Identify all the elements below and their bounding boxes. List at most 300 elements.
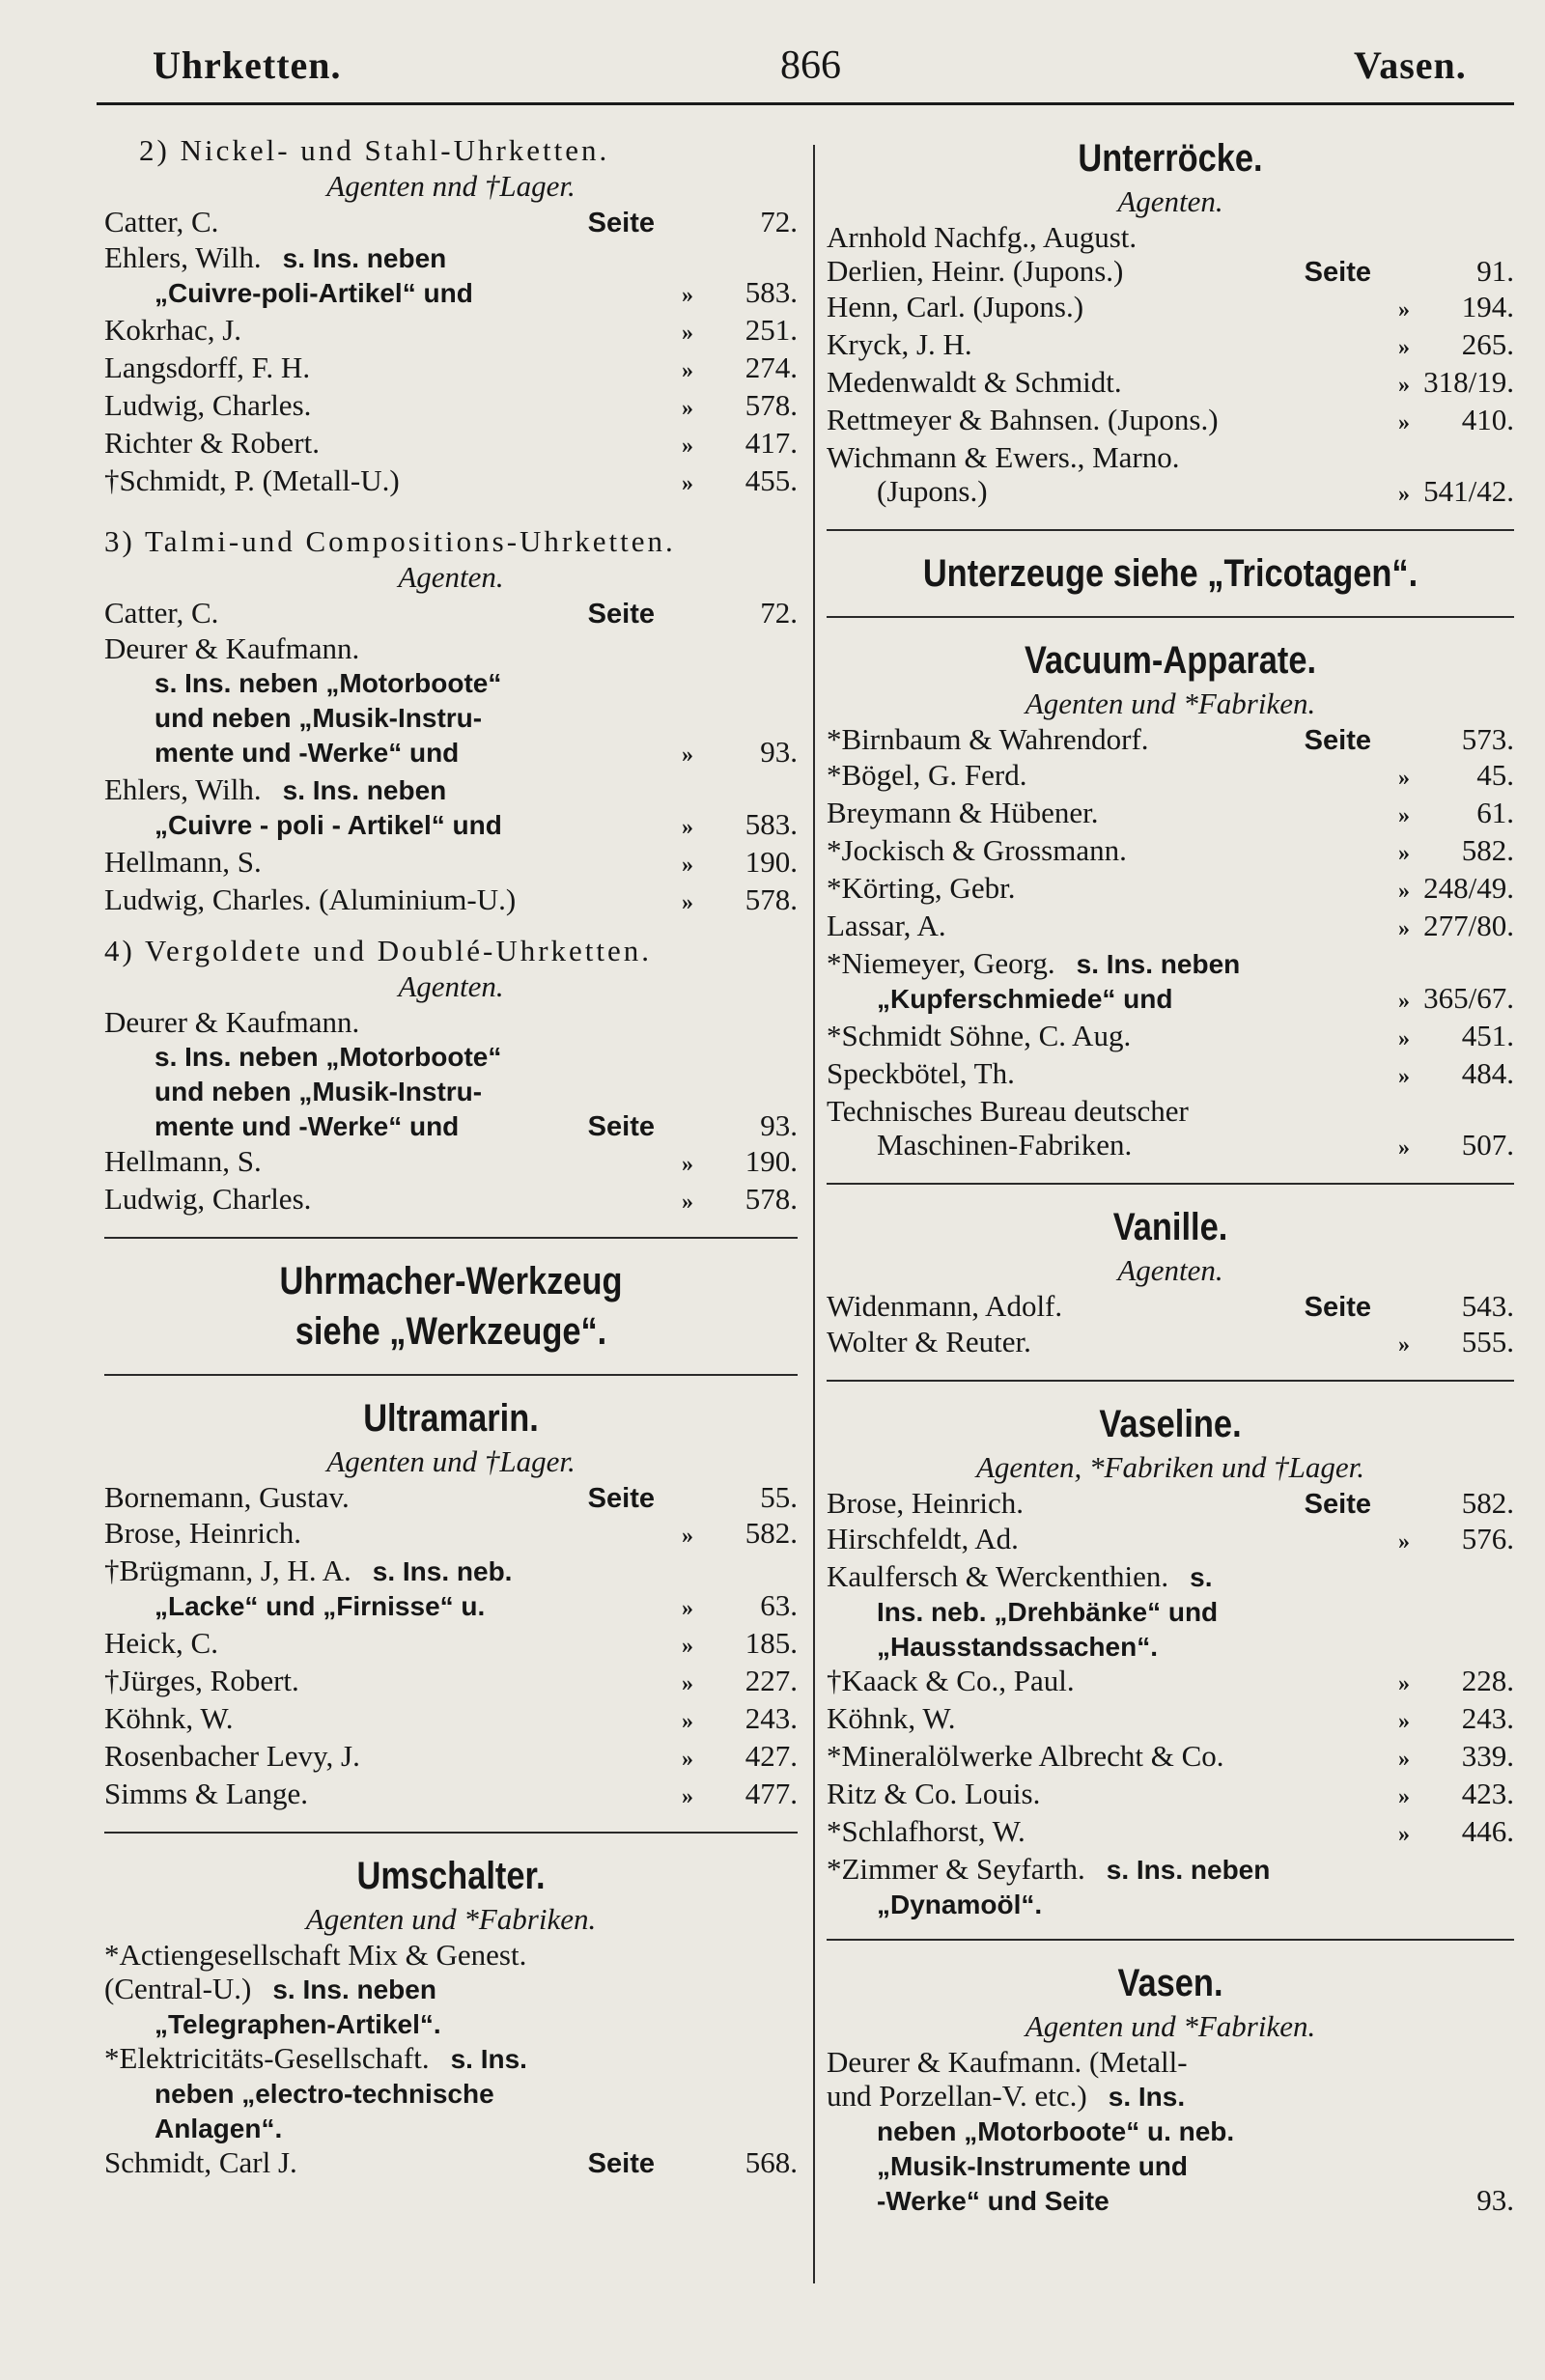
directory-entry [827,981,1514,1019]
ditto-mark: » [1398,297,1410,322]
entry-name [827,1887,1265,1921]
page-reference: 72. [760,205,798,238]
insertion-reference: s. Ins. neben „Motorboote“ [154,1042,502,1072]
directory-entry [104,350,798,388]
entry-name [827,2114,1265,2148]
insertion-reference: neben „Motorboote“ u. neb. [877,2116,1235,2146]
directory-entry [827,1664,1514,1701]
section-divider [827,1939,1514,1941]
firm-name: Ludwig, Charles. [104,388,312,422]
page-reference: 555. [1461,1325,1514,1358]
ditto-mark: » [1398,482,1410,507]
ditto-mark: » [1398,1709,1410,1734]
section-divider [104,1237,798,1239]
firm-name: *Birnbaum & Wahrendorf. [827,722,1149,756]
insertion-reference: s. Ins. neben „Motorboote“ [154,668,502,698]
entry-name [827,1701,1265,1735]
firm-name: Kryck, J. H. [827,327,972,361]
entry-name [104,2006,548,2041]
ditto-mark: » [1398,373,1410,398]
directory-entry [104,1480,798,1516]
firm-name: Brose, Heinrich. [827,1486,1025,1520]
entry-name [827,254,1265,288]
page-reference: 578. [744,882,798,916]
seite-label: Seite [1304,1292,1371,1323]
entry-name [104,2041,548,2076]
entry-name [104,1108,548,1143]
insertion-reference: und neben „Musik-Instru- [154,703,483,733]
firm-name: Rosenbacher Levy, J. [104,1739,360,1773]
page-reference: 274. [744,350,798,384]
column-divider [813,145,815,2283]
directory-entry [827,1629,1514,1664]
entry-name [827,758,1265,792]
directory-entry [104,596,798,631]
directory-entry [104,2076,798,2111]
directory-entry [104,1938,798,1972]
entry-name [827,833,1265,867]
directory-entry [104,205,798,240]
page-reference: 93. [1476,2183,1514,2217]
page-reference: 190. [744,1144,798,1178]
category-line: Agenten und *Fabriken. [1025,2009,1316,2043]
entry-name [827,403,1265,436]
section-divider [827,1183,1514,1185]
directory-entry [827,1739,1514,1777]
section-heading: Uhrmacher-Werkzeug [279,1260,623,1302]
firm-name: Ludwig, Charles. [104,1182,312,1216]
directory-entry [827,758,1514,796]
insertion-reference: s. Ins. neb. [372,1556,513,1586]
directory-entry [104,1144,798,1182]
entry-name [104,388,548,422]
directory-entry [104,631,798,665]
page-reference: 45. [1476,758,1514,792]
category-line: Agenten. [398,969,504,1003]
page-reference: 61. [1476,796,1514,829]
section-divider [104,1832,798,1834]
section-subtitle: 3) Talmi-und Compositions-Uhrketten. [104,524,676,558]
page-reference: 93. [760,735,798,769]
ditto-mark: » [682,471,693,496]
directory-entry [827,2183,1514,2218]
insertion-reference: Ins. neb. „Drehbänke“ und [877,1597,1219,1627]
entry-name [104,596,548,630]
page-reference: 507. [1461,1128,1514,1162]
directory-entry [104,700,798,735]
entry-name [827,1594,1265,1629]
page-reference: 318/19. [1423,365,1514,399]
firm-name: Wolter & Reuter. [827,1325,1031,1358]
ditto-mark: » [1398,1784,1410,1809]
page-reference: 251. [744,313,798,347]
entry-name [827,2079,1265,2114]
firm-name: *Jockisch & Grossmann. [827,833,1127,867]
seite-label: Seite [1304,257,1371,288]
page-reference: 576. [1461,1522,1514,1555]
firm-name: †Brügmann, J, H. A. [104,1554,351,1587]
page-reference: 194. [1461,290,1514,323]
firm-name: Deurer & Kaufmann. [104,631,360,665]
firm-name: Derlien, Heinr. (Jupons.) [827,254,1124,288]
entry-name [104,1588,548,1623]
entry-name [827,981,1265,1016]
directory-entry [104,2111,798,2145]
ditto-mark: » [1398,1671,1410,1696]
entry-name [827,1559,1265,1594]
section-divider [827,616,1514,618]
section-heading: Vanille. [1112,1206,1228,1248]
ditto-mark: » [682,358,693,383]
firm-name: Deurer & Kaufmann. (Metall- [827,2045,1188,2079]
directory-entry [827,1325,1514,1362]
firm-name: Heick, C. [104,1626,218,1660]
entry-name [827,1486,1265,1520]
directory-entry [827,440,1514,474]
category-line: Agenten. [1117,184,1223,218]
directory-entry [104,1039,798,1074]
ditto-mark: » [1398,1529,1410,1554]
directory-entry [827,1852,1514,1887]
firm-name: Catter, C. [104,596,219,630]
page-reference: 277/80. [1423,909,1514,942]
firm-name: *Schmidt Söhne, C. Aug. [827,1019,1132,1052]
directory-entry [104,1777,798,1814]
ditto-mark: » [682,1190,693,1215]
section-heading: siehe „Werkzeuge“. [295,1310,607,1353]
insertion-reference: s. [1190,1562,1213,1592]
directory-entry [104,463,798,501]
category-line: Agenten und *Fabriken. [1025,686,1316,720]
section-heading: Ultramarin. [363,1397,539,1440]
entry-name [104,1972,548,2006]
directory-entry [104,388,798,426]
section-subtitle: 2) Nickel- und Stahl-Uhrketten. [139,133,610,167]
section-divider [827,1380,1514,1382]
firm-name: *Mineralölwerke Albrecht & Co. [827,1739,1224,1773]
directory-entry [104,845,798,882]
directory-entry [104,1005,798,1039]
insertion-reference: „Hausstandssachen“. [877,1632,1158,1662]
page-reference: 365/67. [1423,981,1514,1015]
seite-label: Seite [587,1483,655,1514]
firm-name: Köhnk, W. [104,1701,234,1735]
firm-name: Bornemann, Gustav. [104,1480,350,1514]
entry-name [827,1814,1265,1848]
entry-name [104,735,548,770]
directory-entry [104,772,798,807]
entry-name [827,2148,1265,2183]
firm-name: Simms & Lange. [104,1777,308,1810]
page-reference: 190. [744,845,798,879]
directory-entry [827,2148,1514,2183]
firm-name: Hellmann, S. [104,845,262,879]
section-heading: Vacuum-Apparate. [1024,639,1317,682]
firm-name: Catter, C. [104,205,219,238]
page-reference: 248/49. [1423,871,1514,905]
ditto-mark: » [682,1747,693,1772]
entry-name [827,1664,1265,1697]
directory-entry [827,1814,1514,1852]
insertion-reference: neben „electro-technische [154,2079,494,2109]
category-line: Agenten und †Lager. [326,1444,576,1478]
page-reference: 423. [1461,1777,1514,1810]
entry-name [104,1039,548,1074]
directory-entry [104,882,798,920]
directory-entry [104,1739,798,1777]
firm-name: *Zimmer & Seyfarth. [827,1852,1085,1886]
entry-name [827,1739,1265,1773]
entry-name [104,1938,548,1972]
directory-entry [827,1019,1514,1056]
ditto-mark: » [682,434,693,459]
directory-entry [104,1664,798,1701]
directory-entry [827,1559,1514,1594]
ditto-mark: » [1398,989,1410,1014]
firm-name: Köhnk, W. [827,1701,956,1735]
insertion-reference: s. Ins. neben [1106,1855,1271,1885]
firm-name: Schmidt, Carl J. [104,2145,297,2179]
entry-name [827,1289,1265,1323]
directory-entry [827,1056,1514,1094]
ditto-mark: » [682,890,693,915]
entry-name [104,665,548,700]
entry-name [104,1701,548,1735]
entry-name [827,1852,1270,1887]
entry-list [104,1938,798,2181]
firm-name: Deurer & Kaufmann. [104,1005,360,1039]
directory-entry [104,735,798,772]
page-reference: 185. [744,1626,798,1660]
entry-name [827,1325,1265,1358]
ditto-mark: » [1398,841,1410,866]
entry-name [104,772,548,807]
ditto-mark: » [1398,1026,1410,1051]
page-reference: 568. [744,2145,798,2179]
directory-entry [104,2145,798,2181]
firm-name: Hirschfeldt, Ad. [827,1522,1019,1555]
firm-name: Hellmann, S. [104,1144,262,1178]
ditto-mark: » [682,1784,693,1809]
seite-label: Seite [587,1111,655,1142]
entry-name [104,313,548,347]
directory-entry [827,1289,1514,1325]
firm-name: (Central-U.) [104,1972,252,2005]
directory-entry [104,2041,798,2076]
directory-entry [827,2114,1514,2148]
entry-list [104,596,798,920]
directory-entry [104,1626,798,1664]
entry-name [104,1626,548,1660]
section-divider [104,1374,798,1376]
entry-list [827,2045,1514,2218]
insertion-reference: „Telegraphen-Artikel“. [154,2009,441,2039]
entry-name [827,946,1265,981]
header-right-keyword: Vasen. [1354,43,1467,87]
entry-name [827,365,1265,399]
firm-name: Speckbötel, Th. [827,1056,1015,1090]
page-reference: 227. [744,1664,798,1697]
insertion-reference: Anlagen“. [154,2114,283,2143]
directory-entry [104,1108,798,1144]
entry-name [104,205,548,238]
insertion-reference: und neben „Musik-Instru- [154,1077,483,1106]
ditto-mark: » [682,1524,693,1549]
firm-name: *Actiengesellschaft Mix & Genest. [104,1938,527,1972]
page-reference: 55. [760,1480,798,1514]
firm-name: Ritz & Co. Louis. [827,1777,1041,1810]
page-reference: 339. [1461,1739,1514,1773]
ditto-mark: » [682,742,693,768]
page-reference: 265. [1461,327,1514,361]
firm-name: Kokrhac, J. [104,313,242,347]
ditto-mark: » [682,396,693,421]
firm-name: Langsdorff, F. H. [104,350,311,384]
page-reference: 583. [744,275,798,309]
firm-name: †Jürges, Robert. [104,1664,299,1697]
directory-entry [827,290,1514,327]
entry-name [827,796,1265,829]
firm-name: Ludwig, Charles. (Aluminium-U.) [104,882,517,916]
category-line: Agenten, *Fabriken und †Lager. [975,1450,1365,1484]
directory-entry [104,426,798,463]
directory-entry [104,2006,798,2041]
ditto-mark: » [1398,1135,1410,1161]
ditto-mark: » [1398,879,1410,904]
entry-name [827,1777,1265,1810]
entry-name [104,1664,548,1697]
entry-name [104,426,548,460]
ditto-mark: » [1398,803,1410,828]
entry-name [827,1522,1265,1555]
entry-name [827,1056,1265,1090]
insertion-reference: „Cuivre-poli-Artikel“ und [154,278,473,308]
insertion-reference: s. Ins. neben [282,243,447,273]
section-subtitle: 4) Vergoldete und Doublé-Uhrketten. [104,934,653,967]
directory-entry [827,1486,1514,1522]
firm-name: Rettmeyer & Bahnsen. (Jupons.) [827,403,1219,436]
page-reference: 578. [744,1182,798,1216]
firm-name: Widenmann, Adolf. [827,1289,1063,1323]
category-line: Agenten. [1117,1253,1223,1287]
firm-name: Wichmann & Ewers., Marno. [827,440,1180,474]
directory-entry [827,1777,1514,1814]
entry-name [827,2183,1265,2218]
directory-entry [827,871,1514,909]
directory-entry [827,796,1514,833]
entry-name [104,845,548,879]
directory-entry [827,2079,1514,2114]
page-reference: 541/42. [1423,474,1514,508]
page-number: 866 [780,43,841,88]
entry-name [104,2145,548,2179]
firm-name: Technisches Bureau deutscher [827,1094,1189,1128]
page-reference: 427. [744,1739,798,1773]
ditto-mark: » [682,1152,693,1177]
entry-name [104,275,548,310]
directory-entry [104,665,798,700]
entry-name [827,474,1265,508]
ditto-mark: » [1398,766,1410,791]
entry-name [104,1005,548,1039]
firm-name: †Schmidt, P. (Metall-U.) [104,463,400,497]
page-reference: 93. [760,1108,798,1142]
firm-name: Ehlers, Wilh. [104,240,262,274]
insertion-reference: „Cuivre - poli - Artikel“ und [154,810,502,840]
entry-name [104,463,548,497]
firm-name: Ehlers, Wilh. [104,772,262,806]
firm-name: und Porzellan-V. etc.) [827,2079,1087,2113]
page-reference: 484. [1461,1056,1514,1090]
firm-name: *Niemeyer, Georg. [827,946,1055,980]
insertion-reference: s. Ins. neben [282,775,447,805]
page-reference: 582. [1461,1486,1514,1520]
directory-entry [827,946,1514,981]
ditto-mark: » [682,853,693,878]
insertion-reference: s. Ins. neben [272,1974,436,2004]
firm-name: Kaulfersch & Werckenthien. [827,1559,1169,1593]
entry-name [104,807,548,842]
insertion-reference: „Dynamoöl“. [877,1890,1043,1919]
entry-name [104,2111,548,2145]
directory-entry [827,327,1514,365]
entry-name [104,2076,548,2111]
directory-entry [827,1594,1514,1629]
entry-name [827,1094,1265,1128]
entry-name [827,871,1265,905]
seite-label: Seite [587,599,655,630]
page-reference: 446. [1461,1814,1514,1848]
directory-entry [104,1516,798,1554]
section-heading: Umschalter. [356,1855,546,1897]
entry-name [827,1128,1265,1162]
entry-name [827,1019,1265,1052]
firm-name: Maschinen-Fabriken. [877,1128,1133,1162]
directory-entry [827,1701,1514,1739]
section-divider [827,529,1514,531]
entry-name [104,1516,548,1550]
section-heading: Unterröcke. [1078,137,1263,180]
directory-entry [104,1074,798,1108]
category-line: Agenten. [398,560,504,594]
firm-name: Henn, Carl. (Jupons.) [827,290,1084,323]
ditto-mark: » [1398,335,1410,360]
ditto-mark: » [1398,916,1410,941]
page-reference: 573. [1461,722,1514,756]
insertion-reference: „Lacke“ und „Firnisse“ u. [154,1591,486,1621]
seite-label: Seite [1304,725,1371,756]
entry-name [104,1554,548,1588]
page-reference: 410. [1461,403,1514,436]
directory-entry [827,1094,1514,1128]
entry-name [104,1182,548,1216]
page-reference: 63. [760,1588,798,1622]
seite-label: Seite [587,2148,655,2179]
firm-name: Breymann & Hübener. [827,796,1099,829]
ditto-mark: » [1398,1332,1410,1358]
firm-name: *Elektricitäts-Gesellschaft. [104,2041,430,2075]
page-reference: 543. [1461,1289,1514,1323]
page-reference: 243. [744,1701,798,1735]
entry-name [827,290,1265,323]
ditto-mark: » [682,283,693,308]
entry-name [104,631,548,665]
entry-name [827,327,1265,361]
header-left-keyword: Uhrketten. [153,43,342,87]
ditto-mark: » [1398,1747,1410,1772]
page-reference: 583. [744,807,798,841]
left-column [104,133,798,2181]
